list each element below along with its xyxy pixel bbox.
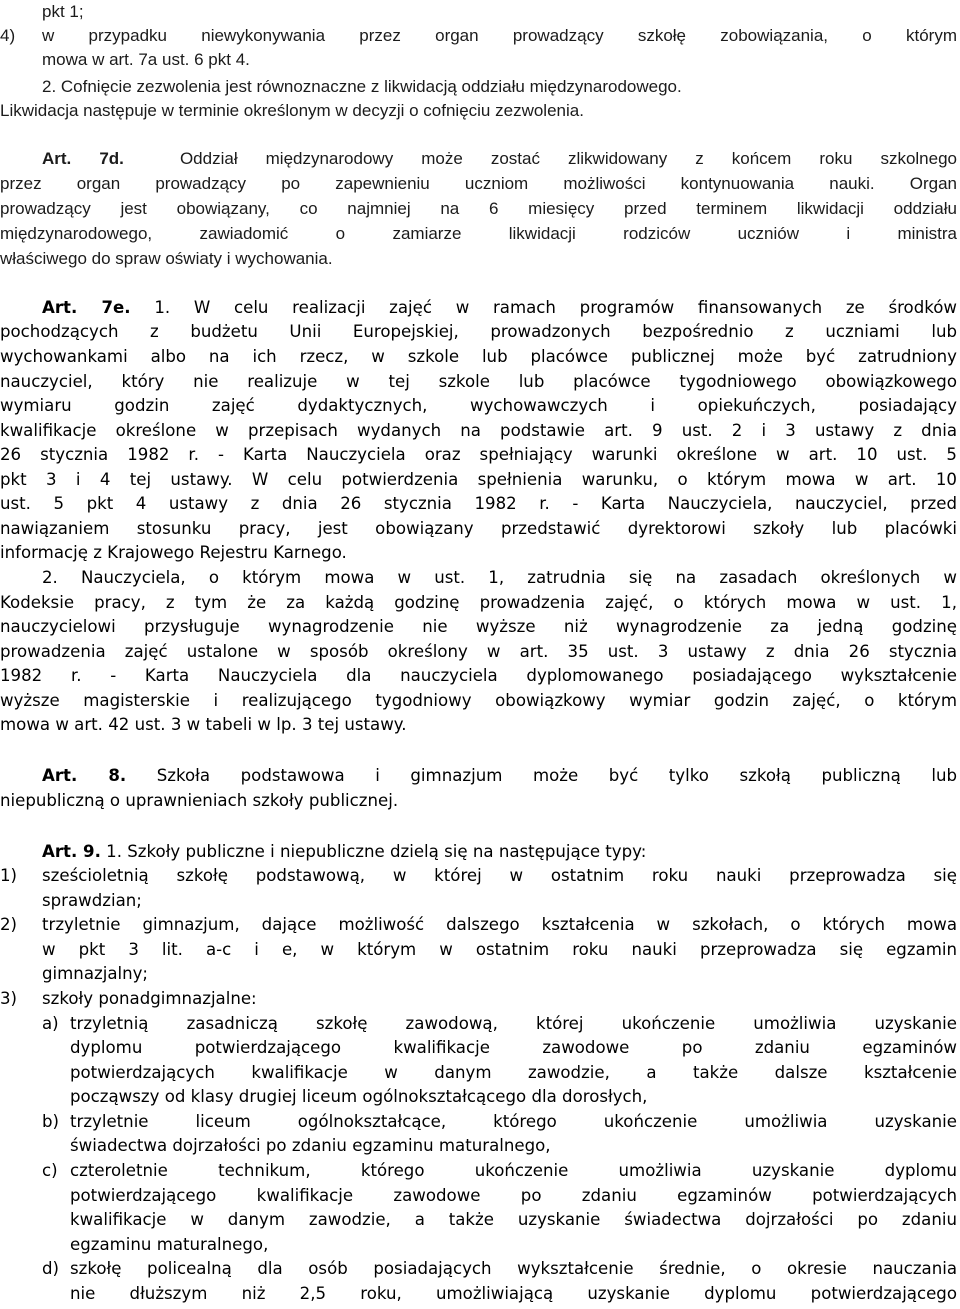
text-line: 2. Nauczyciela, o którym mowa w ust. 1, zatrudnia się na zasadach określonych w <box>42 568 957 587</box>
text-line: międzynarodowego, zawiadomić o zamiarze likwidacji rodziców uczniów i ministra <box>0 224 957 243</box>
text-line: kwalifikacje określone w przepisach wydanych na podstawie art. 9 ust. 2 i 3 ustawy z dnia <box>0 421 957 440</box>
text-line: pkt 1; <box>42 2 84 21</box>
text-line: nawiązaniem stosunku pracy, jest obowiązany przedstawić dyrektorowi szkoły lub placówki <box>0 519 957 538</box>
paragraph-heading-line: Art. 8. Szkoła podstawowa i gimnazjum może być tylko szkołą publiczną lub <box>42 766 957 785</box>
text-line: przez organ prowadzący po zapewnieniu uczniom możliwości kontynuowania nauki. Organ <box>0 174 957 193</box>
text-line: egzaminu maturalnego, <box>70 1235 269 1254</box>
paragraph-heading-line: Art. 9. 1. Szkoły publiczne i niepubliczne dzielą się na następujące typy: <box>42 842 647 861</box>
text-line: 1982 r. - Karta Nauczyciela dla nauczyciela dyplomowanego posiadającego wykształcenie <box>0 666 957 685</box>
text-line: prowadzenia zajęć ustalone w sposób określony w art. 35 ust. 3 ustawy z dnia 26 stycznia <box>0 642 957 661</box>
text-line: sprawdzian; <box>42 891 142 910</box>
list-item: 2) trzyletnie gimnazjum, dające możliwość dalszego kształcenia w szkołach, o których mowa <box>0 915 957 934</box>
text-line: kwalifikacje w danym zawodzie, a także uzyskanie świadectwa dojrzałości po zdaniu <box>70 1210 957 1229</box>
article-number: Art. 7e. <box>42 298 131 317</box>
text-line: potwierdzającego kwalifikacje zawodowe po zdaniu egzaminów potwierdzających <box>70 1186 957 1205</box>
paragraph-heading-line: Art. 7e. 1. W celu realizacji zajęć w ramach programów finansowanych ze środków <box>42 298 957 317</box>
list-item: d) szkołę policealną dla osób posiadających wykształcenie średnie, o okresie nauczania <box>42 1259 957 1278</box>
text-line: potwierdzających kwalifikacje w danym zawodzie, a także dalsze kształcenie <box>70 1063 957 1082</box>
article-number: Art. 7d. <box>42 149 124 168</box>
list-item: b) trzyletnie liceum ogólnokształcące, którego ukończenie umożliwia uzyskanie <box>42 1112 957 1131</box>
text-line: mowa w art. 42 ust. 3 w tabeli w lp. 3 tej ustawy. <box>0 715 407 734</box>
text-line: nauczyciel, który nie realizuje w tej szkole lub placówce tygodniowego obowiązkowego <box>0 372 957 391</box>
text-line: ust. 5 pkt 4 ustawy z dnia 26 stycznia 1982 r. - Karta Nauczyciela, nauczyciel, przed <box>0 494 957 513</box>
list-item: a) trzyletnią zasadniczą szkołę zawodową, której ukończenie umożliwia uzyskanie <box>42 1014 957 1033</box>
text-line: nauczycielowi przysługuje wynagrodzenie nie wyższe niż wynagrodzenie za jedną godzinę <box>0 617 957 636</box>
text-line: 2. Cofnięcie zezwolenia jest równoznaczne z likwidacją oddziału międzynarodowego. <box>42 77 682 96</box>
text-line: pochodzących z budżetu Unii Europejskiej, prowadzonych bezpośrednio z uczniami lub <box>0 322 957 341</box>
text-line: nie dłuższym niż 2,5 roku, umożliwiającą uzyskanie dyplomu potwierdzającego <box>70 1284 957 1303</box>
text-line: 26 stycznia 1982 r. - Karta Nauczyciela oraz spełniający warunki określone w art. 10 ust. 5 <box>0 445 957 464</box>
text-line: Kodeksie pracy, z tym że za każdą godzinę prowadzenia zajęć, o których mowa w ust. 1, <box>0 593 957 612</box>
text-line: pkt 3 i 4 tej ustawy. W celu potwierdzenia spełnienia warunku, o którym mowa w art. 10 <box>0 470 957 489</box>
text-line: niepubliczną o uprawnieniach szkoły publicznej. <box>0 791 399 810</box>
text-line: wyższe magisterskie i realizującego tygodniowy obowiązkowy wymiar godzin zajęć, o którym <box>0 691 957 710</box>
text-line: wymiaru godzin zajęć dydaktycznych, wychowawczych i opiekuńczych, posiadający <box>0 396 957 415</box>
text-line: począwszy od klasy drugiej liceum ogólnokształcącego dla dorosłych, <box>70 1087 648 1106</box>
text-line: w pkt 3 lit. a-c i e, w którym w ostatnim roku nauki przeprowadza się egzamin <box>42 940 957 959</box>
article-number: Art. 8. <box>42 766 127 785</box>
text-line: informację z Krajowego Rejestru Karnego. <box>0 543 347 562</box>
text-line: gimnazjalny; <box>42 964 149 983</box>
list-item: c) czteroletnie technikum, którego ukończenie umożliwia uzyskanie dyplomu <box>42 1161 957 1180</box>
text-line: wychowankami albo na ich rzecz, w szkole lub placówce publicznej może być zatrudniony <box>0 347 957 366</box>
text-line: świadectwa dojrzałości po zdaniu egzaminu maturalnego, <box>70 1136 551 1155</box>
text-line: właściwego do spraw oświaty i wychowania. <box>0 249 333 268</box>
article-number: Art. 9. <box>42 842 101 861</box>
list-item: 3) szkoły ponadgimnazjalne: <box>0 989 257 1008</box>
text-line: Likwidacja następuje w terminie określonym w decyzji o cofnięciu zezwolenia. <box>0 101 584 120</box>
text-line: mowa w art. 7a ust. 6 pkt 4. <box>42 50 250 69</box>
list-item: 4) w przypadku niewykonywania przez organ prowadzący szkołę zobowiązania, o którym <box>0 26 957 45</box>
text-line: dyplomu potwierdzającego kwalifikacje zawodowe po zdaniu egzaminów <box>70 1038 957 1057</box>
text-line: prowadzący jest obowiązany, co najmniej na 6 miesięcy przed terminem likwidacji oddziału <box>0 199 957 218</box>
paragraph-heading-line: Art. 7d. Oddział międzynarodowy może zostać zlikwidowany z końcem roku szkolnego <box>42 149 957 168</box>
list-item: 1) sześcioletnią szkołę podstawową, w której w ostatnim roku nauki przeprowadza się <box>0 866 957 885</box>
